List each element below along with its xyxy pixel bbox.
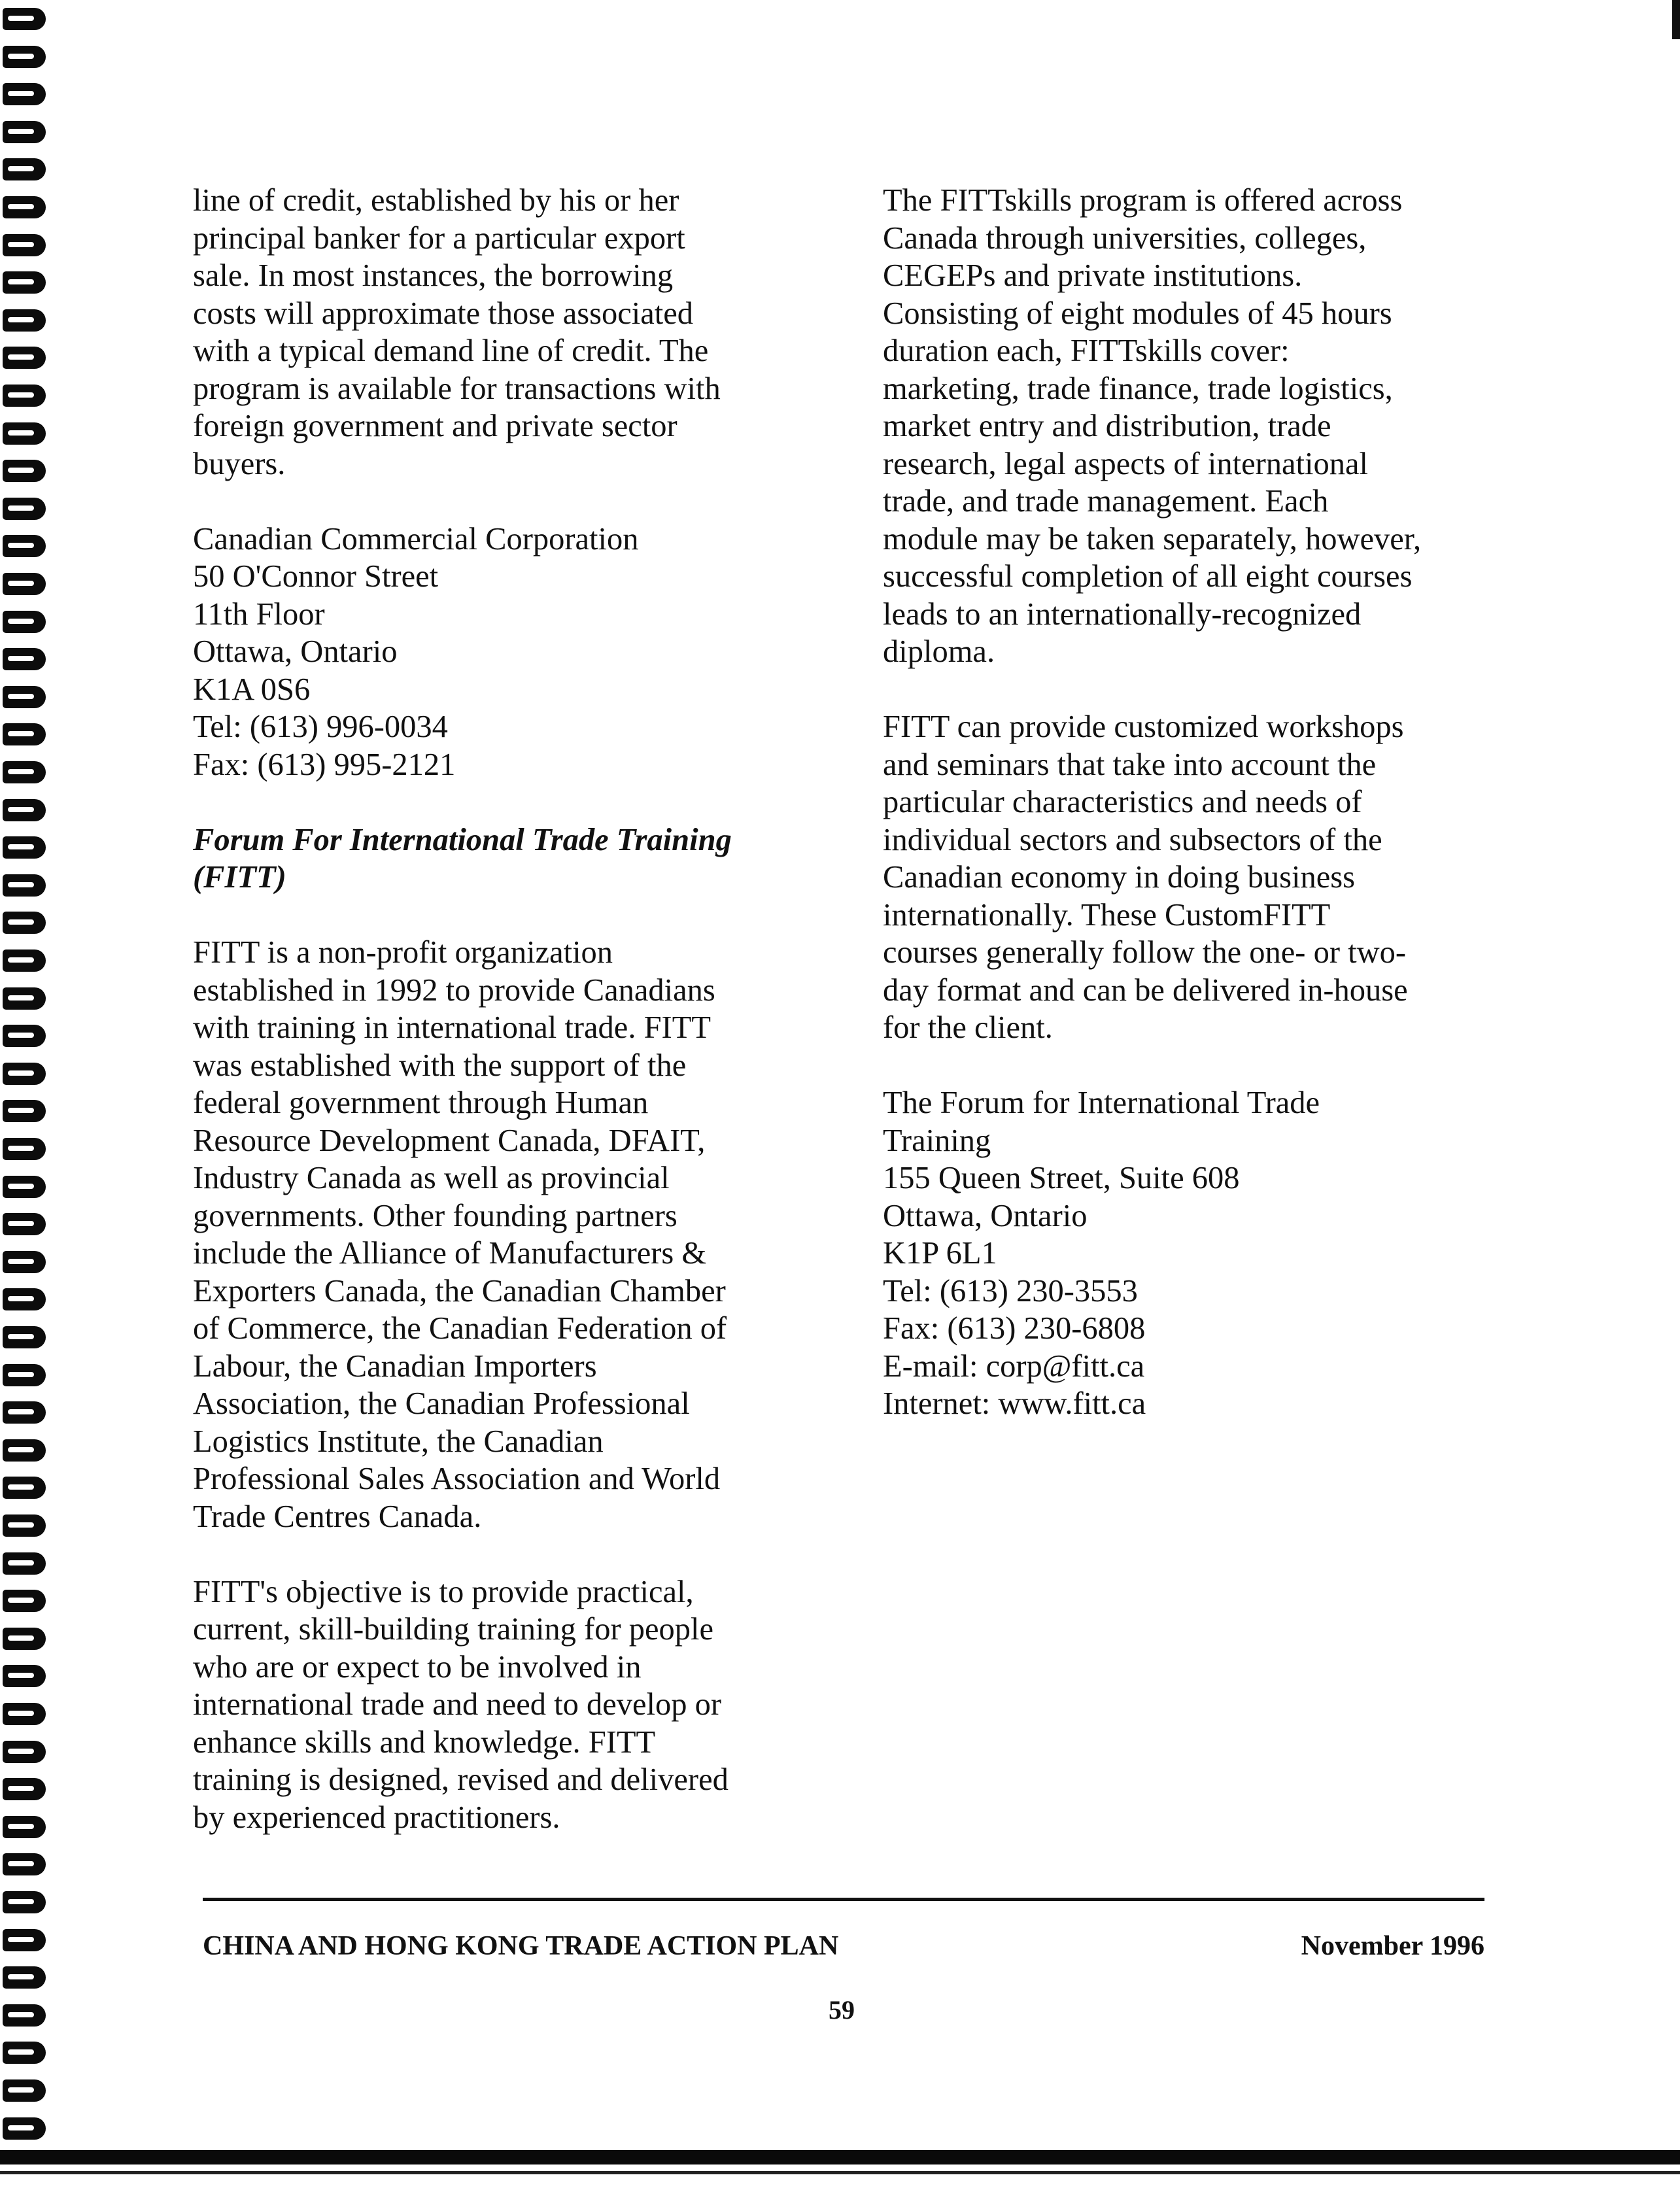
text-line: successful completion of all eight courses <box>883 559 1413 594</box>
email-line: E-mail: corp@fitt.ca <box>883 1348 1145 1384</box>
text-line: current, skill-building training for people <box>193 1612 714 1647</box>
heading-line: Forum For International Trade Training <box>193 822 732 857</box>
binding-ring <box>3 196 46 218</box>
text-line: module may be taken separately, however, <box>883 521 1422 556</box>
text-line: particular characteristics and needs of <box>883 785 1362 819</box>
fitt-intro-paragraph <box>193 934 847 1535</box>
binding-ring <box>3 1251 46 1273</box>
fax-line: Fax: (613) 230-6808 <box>883 1311 1146 1346</box>
text-line: Canadian economy in doing business <box>883 860 1356 895</box>
text-line: include the Alliance of Manufacturers & <box>193 1236 707 1271</box>
address-line: 50 O'Connor Street <box>193 559 439 594</box>
binding-ring <box>3 1401 46 1424</box>
binding-ring <box>3 1063 46 1085</box>
fax-line: Fax: (613) 995-2121 <box>193 747 456 782</box>
binding-ring <box>3 1929 46 1951</box>
page-edge-mark <box>1672 0 1680 39</box>
binding-ring <box>3 1100 46 1122</box>
text-line: FITT's objective is to provide practical, <box>193 1574 694 1609</box>
text-line: with a typical demand line of credit. The <box>193 334 709 368</box>
address-line: K1P 6L1 <box>883 1236 997 1271</box>
address-line: The Forum for International Trade <box>883 1086 1320 1120</box>
text-line: was established with the support of the <box>193 1048 687 1083</box>
text-line: for the client. <box>883 1010 1053 1045</box>
text-line: diploma. <box>883 634 995 669</box>
text-line: Industry Canada as well as provincial <box>193 1161 670 1195</box>
address-line: Ottawa, Ontario <box>883 1198 1088 1233</box>
binding-ring <box>3 385 46 407</box>
binding-ring <box>3 799 46 821</box>
binding-ring <box>3 1816 46 1838</box>
phone-line: Tel: (613) 996-0034 <box>193 710 448 744</box>
binding-ring <box>3 723 46 745</box>
binding-ring <box>3 1477 46 1499</box>
text-line: leads to an internationally-recognized <box>883 596 1362 632</box>
text-line: Professional Sales Association and World <box>193 1462 721 1496</box>
binding-ring <box>3 1853 46 1875</box>
text-line: costs will approximate those associated <box>193 296 694 331</box>
binding-ring <box>3 1176 46 1198</box>
text-line: foreign government and private sector <box>193 409 677 443</box>
binding-ring <box>3 2079 46 2102</box>
text-line: duration each, FITTskills cover: <box>883 334 1290 368</box>
binding-ring <box>3 987 46 1010</box>
binding-ring <box>3 761 46 783</box>
text-line: Association, the Canadian Professional <box>193 1386 690 1421</box>
binding-ring <box>3 1138 46 1160</box>
text-line: trade, and trade management. Each <box>883 484 1329 519</box>
address-line: Training <box>883 1123 991 1158</box>
binding-ring <box>3 1891 46 1913</box>
credit-paragraph <box>193 182 847 483</box>
binding-ring <box>3 950 46 972</box>
binding-ring <box>3 1778 46 1800</box>
address-line: K1A 0S6 <box>193 672 311 707</box>
binding-ring <box>3 2004 46 2027</box>
binding-ring <box>3 309 46 332</box>
text-line: international trade and need to develop or <box>193 1687 722 1722</box>
text-line: Labour, the Canadian Importers <box>193 1348 597 1384</box>
bottom-edge-line <box>0 2171 1680 2174</box>
text-line: individual sectors and subsectors of the <box>883 822 1382 857</box>
binding-ring <box>3 2042 46 2064</box>
text-line: governments. Other founding partners <box>193 1198 677 1233</box>
text-line: enhance skills and knowledge. FITT <box>193 1724 656 1760</box>
footer-rule <box>203 1898 1484 1901</box>
text-line: marketing, trade finance, trade logistics, <box>883 371 1393 406</box>
text-line: training is designed, revised and delivered <box>193 1762 729 1797</box>
binding-ring <box>3 1703 46 1725</box>
text-line: market entry and distribution, trade <box>883 409 1331 443</box>
binding-ring <box>3 1326 46 1348</box>
binding-ring <box>3 1741 46 1763</box>
heading-line: (FITT) <box>193 860 286 895</box>
binding-ring <box>3 1514 46 1537</box>
left-column <box>193 182 847 1836</box>
binding-ring <box>3 83 46 105</box>
binding-ring <box>3 648 46 670</box>
text-line: Resource Development Canada, DFAIT, <box>193 1123 706 1158</box>
binding-ring <box>3 686 46 708</box>
text-line: FITT can provide customized workshops <box>883 710 1404 744</box>
text-line: courses generally follow the one- or two- <box>883 935 1406 970</box>
fitt-address <box>883 1084 1537 1423</box>
text-line: Exporters Canada, the Canadian Chamber <box>193 1273 726 1309</box>
binding-ring <box>3 1364 46 1386</box>
binding-ring <box>3 2117 46 2140</box>
binding-ring <box>3 347 46 369</box>
footer-date: November 1996 <box>1301 1931 1484 1961</box>
binding-ring <box>3 1025 46 1047</box>
binding-ring <box>3 874 46 897</box>
binding-ring <box>3 1966 46 1989</box>
text-line: Logistics Institute, the Canadian <box>193 1424 604 1459</box>
binding-ring <box>3 1288 46 1310</box>
text-line: of Commerce, the Canadian Federation of <box>193 1311 727 1346</box>
binding-ring <box>3 498 46 520</box>
text-line: who are or expect to be involved in <box>193 1649 642 1685</box>
binding-ring <box>3 158 46 180</box>
text-line: sale. In most instances, the borrowing <box>193 258 674 293</box>
bottom-edge-bar <box>0 2150 1680 2164</box>
binding-ring <box>3 422 46 445</box>
footer-title: CHINA AND HONG KONG TRADE ACTION PLAN <box>203 1931 839 1961</box>
text-line: program is available for transactions with <box>193 371 721 406</box>
address-line: Canadian Commercial Corporation <box>193 521 639 556</box>
binding-ring <box>3 1552 46 1575</box>
text-line: FITT is a non-profit organization <box>193 935 613 970</box>
text-line: established in 1992 to provide Canadians <box>193 972 715 1008</box>
binding-ring <box>3 836 46 859</box>
binding-ring <box>3 611 46 633</box>
customfitt-paragraph <box>883 708 1537 1047</box>
binding-ring <box>3 46 46 68</box>
phone-line: Tel: (613) 230-3553 <box>883 1273 1138 1309</box>
text-line: CEGEPs and private institutions. <box>883 258 1303 293</box>
text-line: federal government through Human <box>193 1086 649 1120</box>
binding-ring <box>3 460 46 482</box>
text-line: principal banker for a particular export <box>193 220 685 256</box>
text-line: with training in international trade. FITT <box>193 1010 711 1045</box>
address-line: 11th Floor <box>193 596 325 632</box>
binding-ring <box>3 1590 46 1612</box>
binding-ring <box>3 234 46 256</box>
section-heading <box>193 821 847 897</box>
binding-ring <box>3 8 46 30</box>
text-line: The FITTskills program is offered across <box>883 183 1403 218</box>
binding-ring <box>3 1213 46 1235</box>
fittskills-paragraph <box>883 182 1537 671</box>
ccc-address <box>193 521 847 784</box>
binding-ring <box>3 1665 46 1687</box>
binding-ring <box>3 1628 46 1650</box>
spiral-binding <box>0 0 52 2145</box>
binding-ring <box>3 271 46 294</box>
page-number: 59 <box>829 1995 855 2025</box>
binding-ring <box>3 121 46 143</box>
website-line: Internet: www.fitt.ca <box>883 1386 1146 1421</box>
text-line: buyers. <box>193 446 286 481</box>
text-line: day format and can be delivered in-house <box>883 972 1408 1008</box>
text-line: research, legal aspects of international <box>883 446 1368 481</box>
text-line: Consisting of eight modules of 45 hours <box>883 296 1392 331</box>
text-line: line of credit, established by his or her <box>193 183 679 218</box>
text-line: Canada through universities, colleges, <box>883 220 1367 256</box>
address-line: Ottawa, Ontario <box>193 634 398 669</box>
address-line: 155 Queen Street, Suite 608 <box>883 1161 1240 1195</box>
binding-ring <box>3 535 46 557</box>
right-column <box>883 182 1537 1423</box>
binding-ring <box>3 1439 46 1462</box>
text-line: by experienced practitioners. <box>193 1800 560 1835</box>
fitt-objective-paragraph <box>193 1573 847 1837</box>
text-line: internationally. These CustomFITT <box>883 897 1331 932</box>
binding-ring <box>3 912 46 934</box>
text-line: and seminars that take into account the <box>883 747 1377 782</box>
text-line: Trade Centres Canada. <box>193 1499 482 1534</box>
binding-ring <box>3 573 46 595</box>
